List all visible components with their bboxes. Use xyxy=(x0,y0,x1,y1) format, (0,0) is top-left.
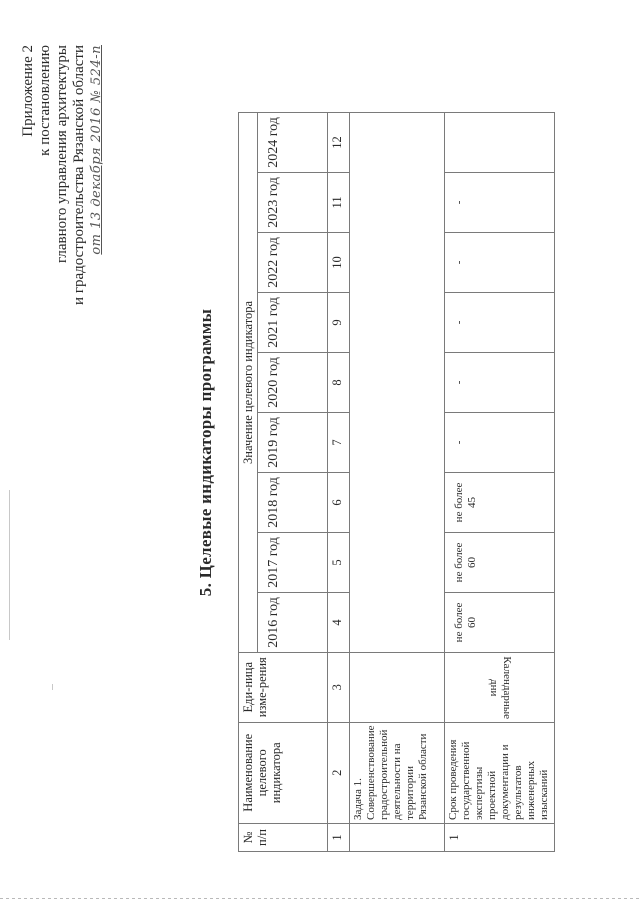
task-values xyxy=(350,112,445,652)
column-number-row xyxy=(328,112,350,851)
indicator-row xyxy=(445,112,555,851)
col-number: 4 xyxy=(328,592,350,652)
appendix-authority: главного управления архитектуры xyxy=(54,45,70,264)
indicator-value: - xyxy=(445,352,555,412)
task-row xyxy=(350,112,445,851)
col-number: 6 xyxy=(328,472,350,532)
header-year: 2022 год xyxy=(258,232,328,292)
header-row-group xyxy=(239,112,258,851)
appendix-number: Приложение 2 xyxy=(20,45,36,137)
document-title: 5. Целевые индикаторы программы xyxy=(196,308,215,597)
indicator-unit: Календарные дни xyxy=(487,655,513,719)
indicator-value: не более 45 xyxy=(445,472,555,532)
appendix-authority-2: и градостроительства Рязанской области xyxy=(71,45,87,305)
header-value-group: Значение целевого индикатора xyxy=(239,112,258,652)
col-number: 7 xyxy=(328,412,350,472)
indicator-num: 1 xyxy=(445,824,555,852)
col-number: 9 xyxy=(328,292,350,352)
header-year: 2019 год xyxy=(258,412,328,472)
indicator-value: - xyxy=(445,412,555,472)
indicators-table xyxy=(238,112,555,852)
header-year: 2024 год xyxy=(258,112,328,172)
col-number: 10 xyxy=(328,232,350,292)
indicator-value: - xyxy=(445,292,555,352)
header-year: 2021 год xyxy=(258,292,328,352)
task-num xyxy=(350,824,445,852)
col-number: 11 xyxy=(328,172,350,232)
indicator-value: не более 60 xyxy=(445,592,555,652)
col-number: 1 xyxy=(328,824,350,852)
header-year: 2016 год xyxy=(258,592,328,652)
appendix-ref: к постановлению xyxy=(37,45,53,156)
col-number: 8 xyxy=(328,352,350,412)
rotated-sheet xyxy=(20,25,610,880)
col-number: 5 xyxy=(328,532,350,592)
appendix-header xyxy=(20,45,105,880)
header-year: 2020 год xyxy=(258,352,328,412)
indicator-value: - xyxy=(445,172,555,232)
indicator-value xyxy=(445,112,555,172)
indicator-unit-cell xyxy=(445,652,555,722)
col-number: 2 xyxy=(328,722,350,823)
indicator-value: - xyxy=(445,232,555,292)
scan-edge-line xyxy=(0,898,640,899)
col-number: 3 xyxy=(328,652,350,722)
header-unit: Еди-ница изме-рения xyxy=(239,652,328,722)
col-number: 12 xyxy=(328,112,350,172)
task-unit xyxy=(350,652,445,722)
header-year: 2023 год xyxy=(258,172,328,232)
appendix-date-number: от 13 декабря 2016 № 524-п xyxy=(89,45,104,255)
indicator-value: не более 60 xyxy=(445,532,555,592)
header-year: 2017 год xyxy=(258,532,328,592)
scan-artifact xyxy=(9,490,10,640)
task-text: Задача 1. Совершенствование градостроительной деятельности на территории Рязанской области xyxy=(350,722,445,823)
header-name: Наименование целевого индикатора xyxy=(239,722,328,823)
indicator-name: Срок проведения государственной экспертизы проектной документации и результатов инженерных изысканий xyxy=(445,722,555,823)
header-num: № п/п xyxy=(239,824,328,852)
header-year: 2018 год xyxy=(258,472,328,532)
